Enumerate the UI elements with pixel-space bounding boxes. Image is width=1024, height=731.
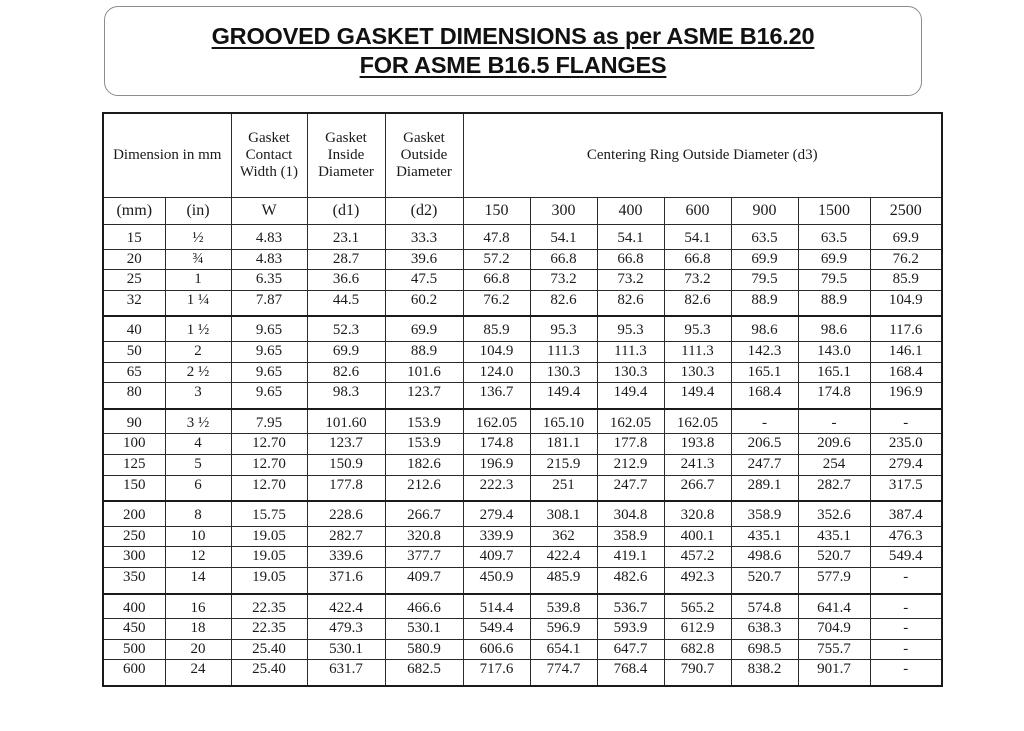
table-row xyxy=(103,619,942,640)
cell-gasket-outside-diameter: 266.7 xyxy=(385,501,463,526)
cell-gasket-contact-width: 4.83 xyxy=(231,249,307,270)
cell-centering-ring-od-class-900: 63.5 xyxy=(731,225,798,250)
cell-gasket-outside-diameter: 153.9 xyxy=(385,434,463,455)
cell-gasket-contact-width: 22.35 xyxy=(231,619,307,640)
cell-gasket-inside-diameter: 228.6 xyxy=(307,501,385,526)
title-line-2: FOR ASME B16.5 FLANGES xyxy=(359,52,667,78)
cell-centering-ring-od-class-900: 206.5 xyxy=(731,434,798,455)
cell-nominal-size-mm: 65 xyxy=(103,362,165,383)
cell-centering-ring-od-class-900: 358.9 xyxy=(731,501,798,526)
cell-centering-ring-od-class-300: 215.9 xyxy=(530,454,597,475)
cell-gasket-outside-diameter: 60.2 xyxy=(385,290,463,316)
cell-centering-ring-od-class-300: 73.2 xyxy=(530,270,597,291)
cell-centering-ring-od-class-150: 606.6 xyxy=(463,639,530,660)
subheader-class-150: 150 xyxy=(463,198,530,225)
subheader-class-400: 400 xyxy=(597,198,664,225)
table-row xyxy=(103,434,942,455)
cell-centering-ring-od-class-400: 768.4 xyxy=(597,660,664,686)
header-god-line2: Outside xyxy=(400,147,448,164)
cell-gasket-contact-width: 7.87 xyxy=(231,290,307,316)
cell-gasket-contact-width: 12.70 xyxy=(231,454,307,475)
cell-gasket-contact-width: 15.75 xyxy=(231,501,307,526)
cell-gasket-contact-width: 9.65 xyxy=(231,341,307,362)
cell-centering-ring-od-class-150: 66.8 xyxy=(463,270,530,291)
cell-centering-ring-od-class-300: 111.3 xyxy=(530,341,597,362)
cell-centering-ring-od-class-600: 149.4 xyxy=(664,383,731,409)
table-body xyxy=(103,225,942,686)
cell-nominal-size-mm: 15 xyxy=(103,225,165,250)
header-dimension-in-mm: Dimension in mm xyxy=(103,113,231,198)
cell-centering-ring-od-class-300: 539.8 xyxy=(530,594,597,619)
cell-gasket-inside-diameter: 82.6 xyxy=(307,362,385,383)
cell-centering-ring-od-class-900: 574.8 xyxy=(731,594,798,619)
table-row xyxy=(103,639,942,660)
cell-centering-ring-od-class-300: 654.1 xyxy=(530,639,597,660)
title-banner xyxy=(104,6,922,96)
cell-nominal-size-mm: 50 xyxy=(103,341,165,362)
cell-centering-ring-od-class-1500: 282.7 xyxy=(798,475,870,501)
gasket-dimensions-table xyxy=(102,112,943,687)
table-row xyxy=(103,225,942,250)
cell-centering-ring-od-class-150: 124.0 xyxy=(463,362,530,383)
subheader-class-600: 600 xyxy=(664,198,731,225)
cell-gasket-outside-diameter: 69.9 xyxy=(385,316,463,341)
subheader-class-900: 900 xyxy=(731,198,798,225)
cell-nominal-size-in: 16 xyxy=(165,594,231,619)
cell-centering-ring-od-class-150: 47.8 xyxy=(463,225,530,250)
cell-centering-ring-od-class-150: 104.9 xyxy=(463,341,530,362)
cell-centering-ring-od-class-150: 514.4 xyxy=(463,594,530,619)
cell-centering-ring-od-class-1500: 63.5 xyxy=(798,225,870,250)
cell-gasket-contact-width: 19.05 xyxy=(231,547,307,568)
cell-nominal-size-mm: 100 xyxy=(103,434,165,455)
table-row xyxy=(103,316,942,341)
cell-centering-ring-od-class-900: - xyxy=(731,409,798,434)
cell-gasket-outside-diameter: 212.6 xyxy=(385,475,463,501)
cell-centering-ring-od-class-600: 162.05 xyxy=(664,409,731,434)
cell-centering-ring-od-class-600: 565.2 xyxy=(664,594,731,619)
cell-nominal-size-in: 4 xyxy=(165,434,231,455)
table-row xyxy=(103,341,942,362)
cell-gasket-contact-width: 4.83 xyxy=(231,225,307,250)
cell-gasket-outside-diameter: 320.8 xyxy=(385,526,463,547)
cell-centering-ring-od-class-400: 536.7 xyxy=(597,594,664,619)
header-gid-line1: Gasket xyxy=(325,130,367,147)
cell-nominal-size-in: 6 xyxy=(165,475,231,501)
cell-centering-ring-od-class-900: 289.1 xyxy=(731,475,798,501)
cell-centering-ring-od-class-600: 193.8 xyxy=(664,434,731,455)
cell-gasket-contact-width: 22.35 xyxy=(231,594,307,619)
cell-centering-ring-od-class-300: 774.7 xyxy=(530,660,597,686)
cell-gasket-inside-diameter: 98.3 xyxy=(307,383,385,409)
cell-centering-ring-od-class-300: 485.9 xyxy=(530,567,597,593)
cell-centering-ring-od-class-300: 181.1 xyxy=(530,434,597,455)
cell-centering-ring-od-class-150: 162.05 xyxy=(463,409,530,434)
header-row-sub xyxy=(103,198,942,225)
cell-gasket-inside-diameter: 530.1 xyxy=(307,639,385,660)
cell-centering-ring-od-class-1500: - xyxy=(798,409,870,434)
cell-centering-ring-od-class-300: 95.3 xyxy=(530,316,597,341)
cell-centering-ring-od-class-600: 95.3 xyxy=(664,316,731,341)
cell-centering-ring-od-class-1500: 143.0 xyxy=(798,341,870,362)
cell-gasket-contact-width: 19.05 xyxy=(231,567,307,593)
cell-centering-ring-od-class-400: 82.6 xyxy=(597,290,664,316)
subheader-class-1500: 1500 xyxy=(798,198,870,225)
header-centering-ring-outside-diameter: Centering Ring Outside Diameter (d3) xyxy=(463,113,942,198)
cell-centering-ring-od-class-400: 212.9 xyxy=(597,454,664,475)
cell-centering-ring-od-class-300: 422.4 xyxy=(530,547,597,568)
cell-gasket-outside-diameter: 682.5 xyxy=(385,660,463,686)
cell-nominal-size-mm: 20 xyxy=(103,249,165,270)
cell-gasket-outside-diameter: 530.1 xyxy=(385,619,463,640)
cell-centering-ring-od-class-150: 717.6 xyxy=(463,660,530,686)
cell-nominal-size-mm: 200 xyxy=(103,501,165,526)
subheader-in: (in) xyxy=(165,198,231,225)
table-row xyxy=(103,383,942,409)
cell-centering-ring-od-class-1500: 165.1 xyxy=(798,362,870,383)
cell-nominal-size-mm: 80 xyxy=(103,383,165,409)
cell-centering-ring-od-class-900: 69.9 xyxy=(731,249,798,270)
cell-centering-ring-od-class-150: 196.9 xyxy=(463,454,530,475)
cell-centering-ring-od-class-600: 54.1 xyxy=(664,225,731,250)
cell-centering-ring-od-class-300: 165.10 xyxy=(530,409,597,434)
cell-centering-ring-od-class-2500: 279.4 xyxy=(870,454,942,475)
cell-centering-ring-od-class-600: 790.7 xyxy=(664,660,731,686)
cell-nominal-size-in: ½ xyxy=(165,225,231,250)
table-row xyxy=(103,409,942,434)
cell-centering-ring-od-class-2500: 76.2 xyxy=(870,249,942,270)
cell-centering-ring-od-class-400: 304.8 xyxy=(597,501,664,526)
cell-nominal-size-in: 1 ¼ xyxy=(165,290,231,316)
cell-nominal-size-in: 1 xyxy=(165,270,231,291)
cell-nominal-size-in: 3 ½ xyxy=(165,409,231,434)
cell-centering-ring-od-class-2500: 146.1 xyxy=(870,341,942,362)
cell-centering-ring-od-class-1500: 98.6 xyxy=(798,316,870,341)
cell-centering-ring-od-class-400: 162.05 xyxy=(597,409,664,434)
header-god-line3: Diameter xyxy=(396,163,452,180)
cell-centering-ring-od-class-400: 482.6 xyxy=(597,567,664,593)
cell-gasket-inside-diameter: 177.8 xyxy=(307,475,385,501)
cell-nominal-size-mm: 25 xyxy=(103,270,165,291)
cell-centering-ring-od-class-400: 177.8 xyxy=(597,434,664,455)
cell-centering-ring-od-class-400: 54.1 xyxy=(597,225,664,250)
cell-nominal-size-in: 8 xyxy=(165,501,231,526)
cell-centering-ring-od-class-1500: 69.9 xyxy=(798,249,870,270)
cell-centering-ring-od-class-900: 698.5 xyxy=(731,639,798,660)
cell-centering-ring-od-class-900: 88.9 xyxy=(731,290,798,316)
cell-centering-ring-od-class-150: 136.7 xyxy=(463,383,530,409)
table-row xyxy=(103,362,942,383)
cell-centering-ring-od-class-150: 549.4 xyxy=(463,619,530,640)
cell-centering-ring-od-class-900: 435.1 xyxy=(731,526,798,547)
cell-gasket-inside-diameter: 101.60 xyxy=(307,409,385,434)
table-row xyxy=(103,270,942,291)
cell-centering-ring-od-class-2500: - xyxy=(870,594,942,619)
cell-gasket-inside-diameter: 371.6 xyxy=(307,567,385,593)
cell-centering-ring-od-class-300: 308.1 xyxy=(530,501,597,526)
cell-nominal-size-mm: 90 xyxy=(103,409,165,434)
cell-centering-ring-od-class-300: 362 xyxy=(530,526,597,547)
cell-nominal-size-mm: 250 xyxy=(103,526,165,547)
cell-centering-ring-od-class-400: 358.9 xyxy=(597,526,664,547)
table-row xyxy=(103,501,942,526)
cell-gasket-outside-diameter: 47.5 xyxy=(385,270,463,291)
cell-centering-ring-od-class-600: 457.2 xyxy=(664,547,731,568)
cell-nominal-size-mm: 32 xyxy=(103,290,165,316)
cell-nominal-size-mm: 125 xyxy=(103,454,165,475)
cell-centering-ring-od-class-400: 149.4 xyxy=(597,383,664,409)
cell-centering-ring-od-class-2500: 387.4 xyxy=(870,501,942,526)
cell-gasket-outside-diameter: 88.9 xyxy=(385,341,463,362)
cell-gasket-outside-diameter: 33.3 xyxy=(385,225,463,250)
cell-centering-ring-od-class-150: 409.7 xyxy=(463,547,530,568)
table-row xyxy=(103,547,942,568)
cell-centering-ring-od-class-2500: 476.3 xyxy=(870,526,942,547)
cell-centering-ring-od-class-400: 247.7 xyxy=(597,475,664,501)
header-gcw-line2: Contact xyxy=(245,147,293,164)
cell-centering-ring-od-class-150: 85.9 xyxy=(463,316,530,341)
header-god-line1: Gasket xyxy=(403,130,445,147)
cell-centering-ring-od-class-1500: 641.4 xyxy=(798,594,870,619)
cell-centering-ring-od-class-1500: 520.7 xyxy=(798,547,870,568)
cell-gasket-inside-diameter: 479.3 xyxy=(307,619,385,640)
cell-nominal-size-in: 1 ½ xyxy=(165,316,231,341)
cell-centering-ring-od-class-900: 98.6 xyxy=(731,316,798,341)
cell-centering-ring-od-class-400: 111.3 xyxy=(597,341,664,362)
cell-nominal-size-in: 5 xyxy=(165,454,231,475)
cell-gasket-outside-diameter: 182.6 xyxy=(385,454,463,475)
subheader-class-300: 300 xyxy=(530,198,597,225)
cell-nominal-size-mm: 350 xyxy=(103,567,165,593)
cell-gasket-contact-width: 7.95 xyxy=(231,409,307,434)
cell-nominal-size-mm: 500 xyxy=(103,639,165,660)
cell-centering-ring-od-class-300: 82.6 xyxy=(530,290,597,316)
cell-centering-ring-od-class-900: 498.6 xyxy=(731,547,798,568)
cell-gasket-inside-diameter: 631.7 xyxy=(307,660,385,686)
header-gasket-inside-diameter xyxy=(307,113,385,198)
cell-centering-ring-od-class-400: 593.9 xyxy=(597,619,664,640)
cell-gasket-inside-diameter: 36.6 xyxy=(307,270,385,291)
cell-centering-ring-od-class-1500: 435.1 xyxy=(798,526,870,547)
cell-centering-ring-od-class-900: 638.3 xyxy=(731,619,798,640)
cell-nominal-size-in: 18 xyxy=(165,619,231,640)
cell-centering-ring-od-class-1500: 209.6 xyxy=(798,434,870,455)
cell-gasket-outside-diameter: 123.7 xyxy=(385,383,463,409)
cell-centering-ring-od-class-900: 165.1 xyxy=(731,362,798,383)
cell-gasket-inside-diameter: 28.7 xyxy=(307,249,385,270)
cell-centering-ring-od-class-2500: - xyxy=(870,567,942,593)
cell-centering-ring-od-class-150: 222.3 xyxy=(463,475,530,501)
header-gid-line2: Inside xyxy=(327,147,365,164)
cell-centering-ring-od-class-900: 79.5 xyxy=(731,270,798,291)
cell-gasket-outside-diameter: 101.6 xyxy=(385,362,463,383)
header-row-main xyxy=(103,113,942,198)
cell-centering-ring-od-class-2500: 317.5 xyxy=(870,475,942,501)
cell-gasket-contact-width: 6.35 xyxy=(231,270,307,291)
header-gid-line3: Diameter xyxy=(318,163,374,180)
cell-centering-ring-od-class-1500: 704.9 xyxy=(798,619,870,640)
cell-centering-ring-od-class-1500: 755.7 xyxy=(798,639,870,660)
cell-centering-ring-od-class-300: 54.1 xyxy=(530,225,597,250)
cell-centering-ring-od-class-2500: 196.9 xyxy=(870,383,942,409)
cell-gasket-inside-diameter: 52.3 xyxy=(307,316,385,341)
cell-centering-ring-od-class-2500: - xyxy=(870,639,942,660)
cell-centering-ring-od-class-2500: 235.0 xyxy=(870,434,942,455)
subheader-class-2500: 2500 xyxy=(870,198,942,225)
cell-nominal-size-mm: 40 xyxy=(103,316,165,341)
cell-centering-ring-od-class-2500: 117.6 xyxy=(870,316,942,341)
header-gasket-contact-width xyxy=(231,113,307,198)
gasket-dimensions-table-wrapper xyxy=(102,112,929,687)
cell-centering-ring-od-class-2500: - xyxy=(870,660,942,686)
cell-nominal-size-in: 20 xyxy=(165,639,231,660)
cell-centering-ring-od-class-300: 130.3 xyxy=(530,362,597,383)
cell-centering-ring-od-class-600: 73.2 xyxy=(664,270,731,291)
table-row xyxy=(103,594,942,619)
cell-centering-ring-od-class-150: 279.4 xyxy=(463,501,530,526)
cell-centering-ring-od-class-150: 174.8 xyxy=(463,434,530,455)
cell-centering-ring-od-class-2500: 69.9 xyxy=(870,225,942,250)
cell-gasket-contact-width: 25.40 xyxy=(231,660,307,686)
cell-nominal-size-mm: 400 xyxy=(103,594,165,619)
cell-centering-ring-od-class-400: 419.1 xyxy=(597,547,664,568)
cell-centering-ring-od-class-600: 82.6 xyxy=(664,290,731,316)
cell-nominal-size-in: ¾ xyxy=(165,249,231,270)
table-head xyxy=(103,113,942,225)
cell-centering-ring-od-class-2500: 104.9 xyxy=(870,290,942,316)
cell-centering-ring-od-class-600: 130.3 xyxy=(664,362,731,383)
cell-centering-ring-od-class-400: 130.3 xyxy=(597,362,664,383)
cell-centering-ring-od-class-1500: 577.9 xyxy=(798,567,870,593)
table-row xyxy=(103,475,942,501)
cell-gasket-outside-diameter: 580.9 xyxy=(385,639,463,660)
cell-gasket-contact-width: 9.65 xyxy=(231,316,307,341)
subheader-d2: (d2) xyxy=(385,198,463,225)
cell-nominal-size-mm: 150 xyxy=(103,475,165,501)
cell-nominal-size-in: 12 xyxy=(165,547,231,568)
cell-nominal-size-mm: 300 xyxy=(103,547,165,568)
cell-nominal-size-in: 10 xyxy=(165,526,231,547)
table-row xyxy=(103,660,942,686)
cell-gasket-outside-diameter: 153.9 xyxy=(385,409,463,434)
cell-nominal-size-in: 2 ½ xyxy=(165,362,231,383)
cell-centering-ring-od-class-1500: 174.8 xyxy=(798,383,870,409)
cell-gasket-inside-diameter: 422.4 xyxy=(307,594,385,619)
cell-gasket-contact-width: 12.70 xyxy=(231,434,307,455)
cell-centering-ring-od-class-150: 339.9 xyxy=(463,526,530,547)
cell-gasket-inside-diameter: 123.7 xyxy=(307,434,385,455)
cell-gasket-contact-width: 12.70 xyxy=(231,475,307,501)
cell-gasket-inside-diameter: 23.1 xyxy=(307,225,385,250)
cell-centering-ring-od-class-2500: 549.4 xyxy=(870,547,942,568)
cell-centering-ring-od-class-1500: 254 xyxy=(798,454,870,475)
header-gcw-line3: Width (1) xyxy=(239,163,299,180)
cell-gasket-inside-diameter: 150.9 xyxy=(307,454,385,475)
header-gasket-outside-diameter xyxy=(385,113,463,198)
cell-centering-ring-od-class-150: 57.2 xyxy=(463,249,530,270)
cell-centering-ring-od-class-600: 241.3 xyxy=(664,454,731,475)
cell-centering-ring-od-class-1500: 79.5 xyxy=(798,270,870,291)
table-row xyxy=(103,567,942,593)
subheader-mm: (mm) xyxy=(103,198,165,225)
cell-gasket-inside-diameter: 282.7 xyxy=(307,526,385,547)
table-row xyxy=(103,290,942,316)
table-row xyxy=(103,454,942,475)
cell-centering-ring-od-class-600: 682.8 xyxy=(664,639,731,660)
cell-centering-ring-od-class-1500: 88.9 xyxy=(798,290,870,316)
cell-centering-ring-od-class-900: 520.7 xyxy=(731,567,798,593)
cell-centering-ring-od-class-600: 612.9 xyxy=(664,619,731,640)
cell-gasket-outside-diameter: 377.7 xyxy=(385,547,463,568)
cell-centering-ring-od-class-900: 168.4 xyxy=(731,383,798,409)
cell-gasket-outside-diameter: 466.6 xyxy=(385,594,463,619)
cell-centering-ring-od-class-300: 149.4 xyxy=(530,383,597,409)
cell-centering-ring-od-class-2500: 168.4 xyxy=(870,362,942,383)
cell-gasket-inside-diameter: 69.9 xyxy=(307,341,385,362)
subheader-w: W xyxy=(231,198,307,225)
cell-nominal-size-in: 2 xyxy=(165,341,231,362)
cell-centering-ring-od-class-400: 66.8 xyxy=(597,249,664,270)
cell-centering-ring-od-class-600: 111.3 xyxy=(664,341,731,362)
cell-gasket-outside-diameter: 39.6 xyxy=(385,249,463,270)
cell-gasket-outside-diameter: 409.7 xyxy=(385,567,463,593)
cell-centering-ring-od-class-150: 450.9 xyxy=(463,567,530,593)
cell-centering-ring-od-class-600: 400.1 xyxy=(664,526,731,547)
cell-centering-ring-od-class-300: 251 xyxy=(530,475,597,501)
cell-nominal-size-in: 14 xyxy=(165,567,231,593)
cell-centering-ring-od-class-1500: 901.7 xyxy=(798,660,870,686)
cell-centering-ring-od-class-600: 320.8 xyxy=(664,501,731,526)
cell-centering-ring-od-class-400: 95.3 xyxy=(597,316,664,341)
cell-centering-ring-od-class-300: 66.8 xyxy=(530,249,597,270)
cell-centering-ring-od-class-400: 647.7 xyxy=(597,639,664,660)
cell-centering-ring-od-class-600: 66.8 xyxy=(664,249,731,270)
cell-centering-ring-od-class-2500: - xyxy=(870,409,942,434)
cell-centering-ring-od-class-400: 73.2 xyxy=(597,270,664,291)
cell-nominal-size-mm: 600 xyxy=(103,660,165,686)
header-gcw-line1: Gasket xyxy=(248,130,290,147)
cell-centering-ring-od-class-1500: 352.6 xyxy=(798,501,870,526)
cell-gasket-contact-width: 19.05 xyxy=(231,526,307,547)
cell-centering-ring-od-class-900: 142.3 xyxy=(731,341,798,362)
cell-nominal-size-in: 3 xyxy=(165,383,231,409)
cell-centering-ring-od-class-900: 247.7 xyxy=(731,454,798,475)
cell-gasket-inside-diameter: 44.5 xyxy=(307,290,385,316)
cell-nominal-size-in: 24 xyxy=(165,660,231,686)
cell-gasket-inside-diameter: 339.6 xyxy=(307,547,385,568)
cell-nominal-size-mm: 450 xyxy=(103,619,165,640)
cell-centering-ring-od-class-600: 492.3 xyxy=(664,567,731,593)
cell-centering-ring-od-class-2500: - xyxy=(870,619,942,640)
cell-centering-ring-od-class-600: 266.7 xyxy=(664,475,731,501)
title-line-1: GROOVED GASKET DIMENSIONS as per ASME B16.20 xyxy=(211,23,815,49)
cell-centering-ring-od-class-300: 596.9 xyxy=(530,619,597,640)
cell-centering-ring-od-class-2500: 85.9 xyxy=(870,270,942,291)
cell-gasket-contact-width: 25.40 xyxy=(231,639,307,660)
cell-gasket-contact-width: 9.65 xyxy=(231,362,307,383)
cell-gasket-contact-width: 9.65 xyxy=(231,383,307,409)
table-row xyxy=(103,526,942,547)
subheader-d1: (d1) xyxy=(307,198,385,225)
cell-centering-ring-od-class-150: 76.2 xyxy=(463,290,530,316)
table-row xyxy=(103,249,942,270)
cell-centering-ring-od-class-900: 838.2 xyxy=(731,660,798,686)
